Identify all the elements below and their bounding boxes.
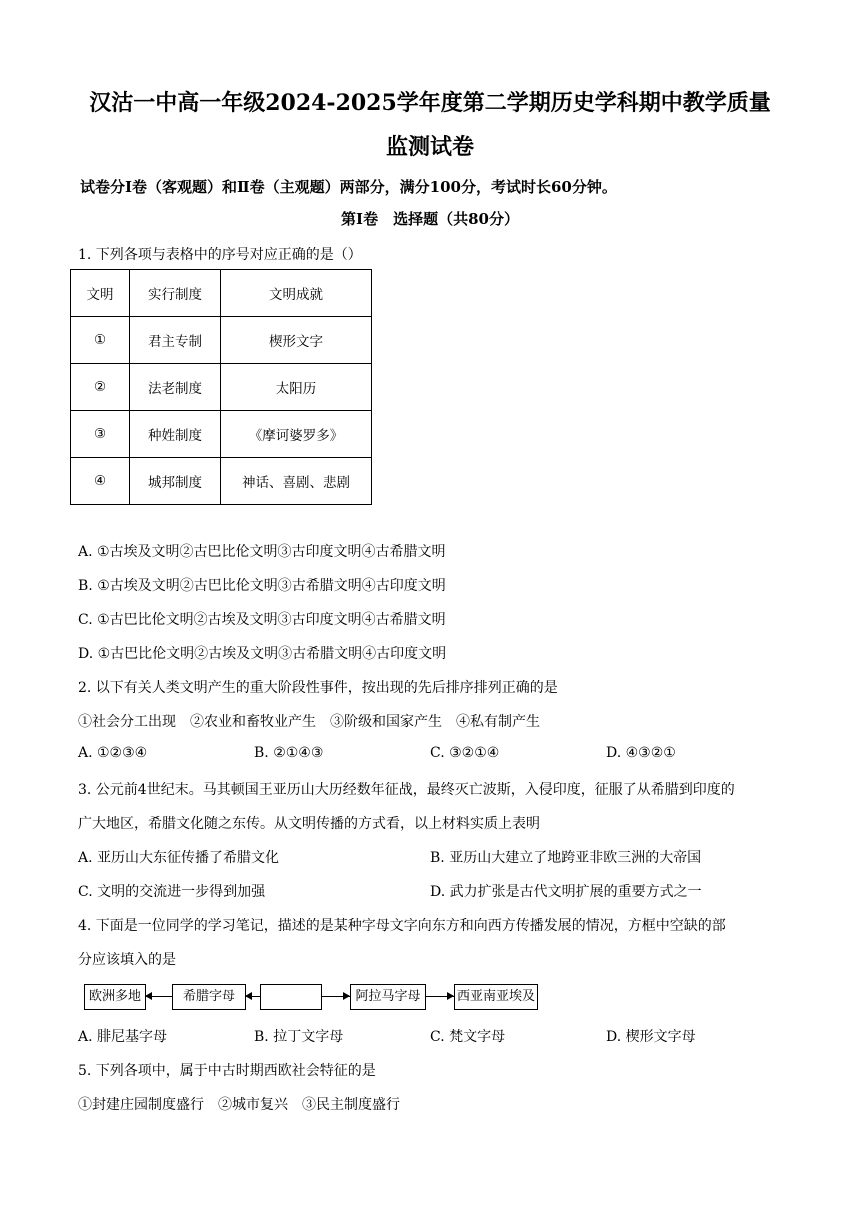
table-header-cell: 实行制度 [130, 270, 221, 317]
flow-box-blank [260, 984, 322, 1010]
table-row [71, 411, 372, 458]
flow-box-europe: 欧洲多地 [84, 984, 146, 1010]
flow-box-aramaic: 阿拉马字母 [350, 984, 426, 1010]
table-cell: 种姓制度 [130, 411, 221, 458]
flow-box-west-asia: 西亚南亚埃及 [454, 984, 538, 1010]
q1-table [70, 269, 372, 505]
q4-stem-line1: 4. 下面是一位同学的学习笔记，描述的是某种字母文字向东方和向西方传播发展的情况，方框中空缺的部 [78, 918, 726, 934]
q2-stem: 2. 以下有关人类文明产生的重大阶段性事件，按出现的先后排序排列正确的是 [78, 680, 558, 696]
table-cell: ④ [71, 458, 130, 505]
arrow-head-left-icon [245, 992, 252, 1000]
q1-option-c: C. ①古巴比伦文明②古埃及文明③古印度文明④古希腊文明 [78, 612, 446, 628]
table-cell: ① [71, 317, 130, 364]
table-header-row [71, 270, 372, 317]
exam-title-line1: 汉沽一中高一年级2024-2025学年度第二学期历史学科期中教学质量 [89, 90, 771, 116]
q3-option-d: D. 武力扩张是古代文明扩展的重要方式之一 [430, 884, 702, 900]
q3-stem-line2: 广大地区，希腊文化随之东传。从文明传播的方式看，以上材料实质上表明 [78, 816, 540, 832]
table-cell: 楔形文字 [221, 317, 372, 364]
exam-title-line2: 监测试卷 [385, 134, 474, 160]
arrow-head-right-icon [447, 992, 454, 1000]
table-cell: 城邦制度 [130, 458, 221, 505]
q5-items: ①封建庄园制度盛行 ②城市复兴 ③民主制度盛行 [78, 1097, 400, 1113]
arrow-head-left-icon [145, 992, 152, 1000]
table-row [71, 364, 372, 411]
q1-option-a: A. ①古埃及文明②古巴比伦文明③古印度文明④古希腊文明 [78, 544, 446, 560]
section-title: 第Ⅰ卷 选择题（共80分） [341, 210, 519, 228]
table-row [71, 317, 372, 364]
q3-option-c: C. 文明的交流进一步得到加强 [78, 884, 266, 900]
table-cell: 神话、喜剧、悲剧 [221, 458, 372, 505]
q4-stem-line2: 分应该填入的是 [78, 952, 176, 968]
q1-option-b: B. ①古埃及文明②古巴比伦文明③古希腊文明④古印度文明 [78, 578, 446, 594]
q4-option-d: D. 楔形文字母 [606, 1029, 696, 1045]
table-cell: 君主专制 [130, 317, 221, 364]
table-header-cell: 文明 [71, 270, 130, 317]
table-cell: 太阳历 [221, 364, 372, 411]
table-cell: 法老制度 [130, 364, 221, 411]
table-cell: 《摩诃婆罗多》 [221, 411, 372, 458]
q2-items: ①社会分工出现 ②农业和畜牧业产生 ③阶级和国家产生 ④私有制产生 [78, 714, 540, 730]
q4-flow-diagram [84, 984, 544, 1010]
q2-option-d: D. ④③②① [606, 745, 676, 761]
exam-intro: 试卷分Ⅰ卷（客观题）和Ⅱ卷（主观题）两部分，满分100分，考试时长60分钟。 [80, 178, 617, 196]
q3-option-b: B. 亚历山大建立了地跨亚非欧三洲的大帝国 [430, 850, 702, 866]
table-cell: ③ [71, 411, 130, 458]
q2-option-a: A. ①②③④ [78, 745, 148, 761]
q4-option-b: B. 拉丁文字母 [254, 1029, 344, 1045]
q3-stem-line1: 3. 公元前4世纪末。马其顿国王亚历山大历经数年征战，最终灭亡波斯，入侵印度，征服了从希腊到印度的 [78, 782, 735, 798]
q5-stem: 5. 下列各项中，属于中古时期西欧社会特征的是 [78, 1063, 376, 1079]
table-cell: ② [71, 364, 130, 411]
q2-option-c: C. ③②①④ [430, 745, 500, 761]
q2-option-b: B. ②①④③ [254, 745, 324, 761]
flow-box-greek: 希腊字母 [172, 984, 246, 1010]
q3-option-a: A. 亚历山大东征传播了希腊文化 [78, 850, 280, 866]
q1-option-d: D. ①古巴比伦文明②古埃及文明③古希腊文明④古印度文明 [78, 646, 447, 662]
table-header-cell: 文明成就 [221, 270, 372, 317]
q1-stem: 1. 下列各项与表格中的序号对应正确的是（） [78, 247, 362, 263]
q4-option-c: C. 梵文字母 [430, 1029, 506, 1045]
table-row [71, 458, 372, 505]
q4-option-a: A. 腓尼基字母 [78, 1029, 168, 1045]
arrow-head-right-icon [343, 992, 350, 1000]
